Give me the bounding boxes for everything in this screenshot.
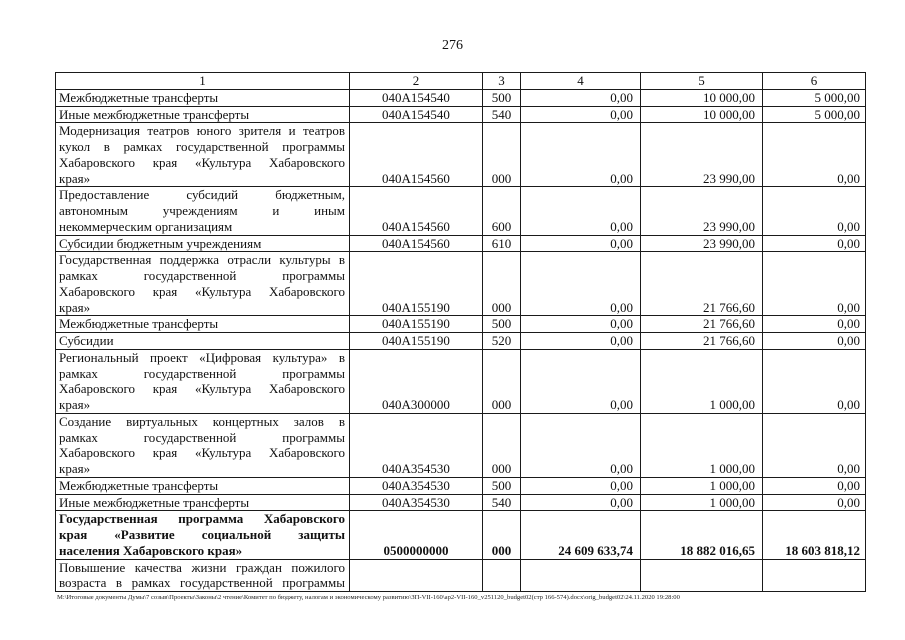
amount-cell-5: 1 000,00: [641, 494, 763, 511]
column-number-2: 2: [350, 73, 483, 90]
table-row: [56, 235, 866, 252]
amount-cell-6: 0,00: [763, 413, 866, 477]
item-name-line: Субсидии бюджетным учреждениям: [59, 235, 262, 251]
table-body: [56, 89, 866, 591]
amount-cell-4: 0,00: [521, 477, 641, 494]
page-number: 276: [442, 38, 463, 53]
item-name-line: Региональный проект «Цифровая культура» в: [59, 349, 345, 365]
item-name-cell: [56, 559, 350, 592]
item-name-cell: [56, 477, 350, 494]
type-code-cell: 000: [483, 349, 521, 413]
code-cell: 0500000000: [350, 511, 483, 559]
item-name-cell: [56, 511, 350, 559]
amount-cell-6: 0,00: [763, 494, 866, 511]
amount-cell-6: 0,00: [763, 477, 866, 494]
code-cell: 040A354530: [350, 477, 483, 494]
type-code-cell: 610: [483, 235, 521, 252]
item-name-line: Модернизация театров юного зрителя и театров: [59, 123, 345, 139]
amount-cell-6: 0,00: [763, 252, 866, 316]
column-number-3: 3: [483, 73, 521, 90]
amount-cell-4: 0,00: [521, 494, 641, 511]
item-name-line: Повышение качества жизни граждан пожилого: [59, 559, 345, 575]
table-row: [56, 316, 866, 333]
item-name-line: края»: [59, 397, 91, 412]
amount-cell-5: 1 000,00: [641, 349, 763, 413]
type-code-cell: 000: [483, 511, 521, 559]
type-code-cell: 540: [483, 494, 521, 511]
type-code-cell: 500: [483, 477, 521, 494]
column-number-5: 5: [641, 73, 763, 90]
item-name-line: Создание виртуальных концертных залов в: [59, 413, 345, 429]
type-code-cell: 500: [483, 89, 521, 106]
type-code-cell: [483, 559, 521, 592]
table-row: [56, 511, 866, 559]
amount-cell-5: 10 000,00: [641, 106, 763, 123]
table-row: [56, 333, 866, 350]
amount-cell-5: 1 000,00: [641, 477, 763, 494]
item-name-line: Хабаровского края «Культура Хабаровского: [59, 381, 345, 397]
type-code-cell: 540: [483, 106, 521, 123]
item-name-line: рамках государственной программы: [59, 268, 345, 283]
item-name-line: Хабаровского края «Культура Хабаровского: [59, 283, 345, 299]
item-name-line: края»: [59, 299, 91, 315]
table-row: [56, 123, 866, 187]
amount-cell-4: 0,00: [521, 106, 641, 123]
item-name-line: возраста в рамках государственной программы: [59, 575, 345, 591]
amount-cell-4: 0,00: [521, 333, 641, 350]
code-cell: 040A155190: [350, 316, 483, 333]
item-name-line: автономным учреждениям и иным: [59, 203, 345, 218]
item-name-line: рамках государственной программы: [59, 429, 345, 445]
table-row: [56, 477, 866, 494]
item-name-line: кукол в рамках государственной программы: [59, 139, 345, 154]
item-name-cell: [56, 123, 350, 187]
amount-cell-6: 0,00: [763, 123, 866, 187]
item-name-line: края «Развитие социальной защиты: [59, 527, 345, 542]
item-name-line: Государственная поддержка отрасли культуры в: [59, 252, 345, 268]
item-name-line: населения Хабаровского края»: [59, 542, 243, 558]
amount-cell-4: 0,00: [521, 187, 641, 235]
amount-cell-5: 21 766,60: [641, 252, 763, 316]
amount-cell-5: 21 766,60: [641, 316, 763, 333]
amount-cell-4: 24 609 633,74: [521, 511, 641, 559]
column-number-6: 6: [763, 73, 866, 90]
type-code-cell: 520: [483, 333, 521, 350]
code-cell: 040A154560: [350, 235, 483, 252]
code-cell: 040A155190: [350, 333, 483, 350]
column-number-4: 4: [521, 73, 641, 90]
item-name-line: Субсидии: [59, 333, 114, 348]
table-row: [56, 559, 866, 592]
item-name-line: Хабаровского края «Культура Хабаровского: [59, 154, 345, 170]
amount-cell-4: 0,00: [521, 235, 641, 252]
amount-cell-4: 0,00: [521, 252, 641, 316]
amount-cell-6: 5 000,00: [763, 89, 866, 106]
item-name-cell: [56, 316, 350, 333]
type-code-cell: 000: [483, 252, 521, 316]
file-path-footer: M:\Итоговые документы Думы\7 созыв\Проекты\Законы\2 чтение\Комитет по бюджету, налогам и экономическому развитию\ЗП-VII-160\ap2-VII-160_v251120_budget02(стр 166-574).docx\orig_budget02\24.11.2020 19:28:00: [57, 594, 680, 601]
code-cell: 040A155190: [350, 252, 483, 316]
column-number-row: [56, 73, 866, 90]
amount-cell-4: 0,00: [521, 349, 641, 413]
item-name-cell: [56, 349, 350, 413]
code-cell: [350, 559, 483, 592]
table-row: [56, 252, 866, 316]
item-name-cell: [56, 494, 350, 511]
amount-cell-6: 18 603 818,12: [763, 511, 866, 559]
amount-cell-4: 0,00: [521, 123, 641, 187]
amount-cell-6: 5 000,00: [763, 106, 866, 123]
item-name-line: Иные межбюджетные трансферты: [59, 494, 250, 510]
item-name-line: края»: [59, 170, 91, 186]
table-row: [56, 89, 866, 106]
amount-cell-5: 18 882 016,65: [641, 511, 763, 559]
table-row: [56, 349, 866, 413]
code-cell: 040A354530: [350, 413, 483, 477]
item-name-line: Межбюджетные трансферты: [59, 316, 219, 332]
item-name-cell: [56, 252, 350, 316]
amount-cell-5: 1 000,00: [641, 413, 763, 477]
table-row: [56, 494, 866, 511]
table-row: [56, 106, 866, 123]
amount-cell-5: 21 766,60: [641, 333, 763, 350]
item-name-line: Иные межбюджетные трансферты: [59, 106, 250, 122]
code-cell: 040A154560: [350, 187, 483, 235]
item-name-line: Предоставление субсидий бюджетным,: [59, 187, 345, 203]
amount-cell-4: 0,00: [521, 316, 641, 333]
type-code-cell: 600: [483, 187, 521, 235]
item-name-cell: [56, 413, 350, 477]
item-name-line: рамках государственной программы: [59, 365, 345, 381]
code-cell: 040A300000: [350, 349, 483, 413]
column-number-1: 1: [56, 73, 350, 90]
amount-cell-6: 0,00: [763, 316, 866, 333]
type-code-cell: 000: [483, 123, 521, 187]
type-code-cell: 000: [483, 413, 521, 477]
table-row: [56, 187, 866, 235]
amount-cell-6: 0,00: [763, 235, 866, 252]
amount-cell-6: 0,00: [763, 187, 866, 235]
amount-cell-6: 0,00: [763, 333, 866, 350]
amount-cell-4: 0,00: [521, 89, 641, 106]
item-name-line: Межбюджетные трансферты: [59, 89, 219, 105]
amount-cell-5: 23 990,00: [641, 235, 763, 252]
item-name-line: Государственная программа Хабаровского: [59, 511, 345, 527]
table-row: [56, 413, 866, 477]
code-cell: 040A154540: [350, 106, 483, 123]
table-header: [56, 73, 866, 90]
item-name-cell: [56, 187, 350, 235]
type-code-cell: 500: [483, 316, 521, 333]
item-name-cell: [56, 333, 350, 350]
amount-cell-5: [641, 559, 763, 592]
item-name-line: некоммерческим организациям: [59, 218, 233, 234]
item-name-cell: [56, 106, 350, 123]
item-name-line: края»: [59, 461, 91, 476]
item-name-cell: [56, 235, 350, 252]
amount-cell-6: 0,00: [763, 349, 866, 413]
item-name-line: Хабаровского края «Культура Хабаровского: [59, 445, 345, 461]
amount-cell-4: [521, 559, 641, 592]
amount-cell-6: [763, 559, 866, 592]
budget-table: [55, 72, 866, 592]
code-cell: 040A154540: [350, 89, 483, 106]
item-name-line: Межбюджетные трансферты: [59, 477, 219, 493]
item-name-cell: [56, 89, 350, 106]
amount-cell-5: 23 990,00: [641, 123, 763, 187]
amount-cell-4: 0,00: [521, 413, 641, 477]
code-cell: 040A154560: [350, 123, 483, 187]
amount-cell-5: 10 000,00: [641, 89, 763, 106]
code-cell: 040A354530: [350, 494, 483, 511]
amount-cell-5: 23 990,00: [641, 187, 763, 235]
